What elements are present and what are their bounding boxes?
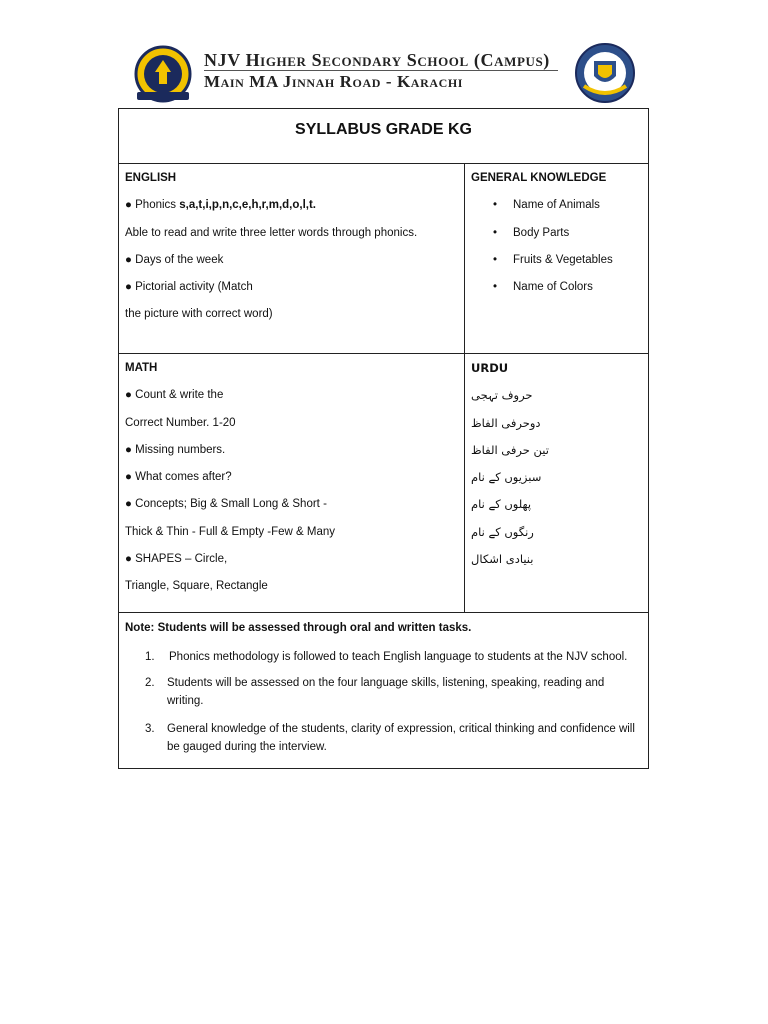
note-text: General knowledge of the students, clarity of expression, critical thinking and confidence will be gauged during the interview.: [167, 723, 635, 753]
english-line: ● Days of the week: [125, 253, 224, 266]
gk-item-label: Body Parts: [513, 226, 570, 239]
urdu-line: [471, 416, 647, 443]
school-name: NJV Higher Secondary School (Campus): [204, 50, 550, 70]
note-text: Students will be assessed on the four language skills, listening, speaking, reading and writing.: [167, 677, 605, 707]
urdu-line: [471, 388, 647, 415]
notes-section: [119, 612, 648, 768]
note-number: 2.: [145, 677, 155, 689]
note-number: 3.: [145, 723, 155, 735]
title-row: [119, 109, 648, 164]
management-board-seal-icon: [572, 42, 638, 104]
note-heading: Note: Students will be assessed through oral and written tasks.: [125, 622, 472, 634]
english-line: ● Pictorial activity (Match: [125, 281, 253, 294]
list-item: [471, 253, 647, 280]
urdu-text: تین حرفی الفاظ: [471, 442, 549, 457]
gk-item-label: Name of Colors: [513, 281, 593, 294]
urdu-text: سبزیوں کے نام: [471, 470, 542, 485]
gk-heading: GENERAL KNOWLEDGE: [471, 172, 607, 184]
phonics-prefix: ● Phonics: [125, 199, 180, 212]
urdu-heading: URDU: [471, 361, 509, 375]
urdu-text: پھلوں کے نام: [471, 497, 532, 512]
english-heading: ENGLISH: [125, 172, 177, 184]
urdu-cell: [471, 361, 647, 579]
row-math-urdu: [119, 353, 648, 613]
note-number: 1.: [145, 651, 155, 663]
column-divider: [464, 163, 465, 353]
math-line: ● Missing numbers.: [125, 443, 226, 456]
syllabus-table: [118, 108, 649, 769]
math-line: ● Concepts; Big & Small Long & Short -: [125, 498, 327, 511]
math-cell: [125, 361, 461, 607]
english-line: the picture with correct word): [125, 308, 273, 321]
page-title: SYLLABUS GRADE KG: [295, 121, 472, 138]
urdu-line: [471, 497, 647, 524]
school-crest-icon: [132, 44, 194, 106]
list-item: [471, 226, 647, 253]
math-heading: MATH: [125, 362, 158, 374]
row-english-gk: [119, 163, 648, 354]
header-divider: [204, 70, 558, 71]
gk-item-label: Name of Animals: [513, 199, 600, 212]
urdu-line: [471, 525, 647, 552]
math-line: ● SHAPES – Circle,: [125, 553, 228, 566]
urdu-text: بنیادی اشکال: [471, 552, 534, 567]
urdu-text: حروف تہجی: [471, 388, 533, 403]
math-line: Thick & Thin - Full & Empty -Few & Many: [125, 525, 336, 538]
math-line: Triangle, Square, Rectangle: [125, 580, 268, 593]
urdu-line: [471, 552, 647, 579]
math-line: ● What comes after?: [125, 471, 232, 484]
english-cell: [125, 171, 461, 335]
urdu-text: رنگوں کے نام: [471, 524, 534, 539]
english-phonics-line: [125, 198, 461, 225]
urdu-text: دوحرفی الفاظ: [471, 415, 541, 430]
english-line: Able to read and write three letter words through phonics.: [125, 226, 418, 239]
urdu-line: [471, 470, 647, 497]
math-line: Correct Number. 1-20: [125, 416, 236, 429]
gk-list: [471, 198, 647, 307]
column-divider: [464, 353, 465, 612]
math-line: ● Count & write the: [125, 389, 224, 402]
gk-item-label: Fruits & Vegetables: [513, 253, 613, 266]
gk-cell: [471, 171, 647, 307]
list-item: [471, 198, 647, 225]
phonics-letters: s,a,t,i,p,n,c,e,h,r,m,d,o,l,t.: [179, 199, 316, 212]
letterhead: [128, 40, 648, 106]
school-address: Main MA Jinnah Road - Karachi: [204, 72, 464, 91]
urdu-line: [471, 443, 647, 470]
note-text: Phonics methodology is followed to teach English language to students at the NJV school.: [169, 651, 628, 663]
list-item: [471, 280, 647, 307]
